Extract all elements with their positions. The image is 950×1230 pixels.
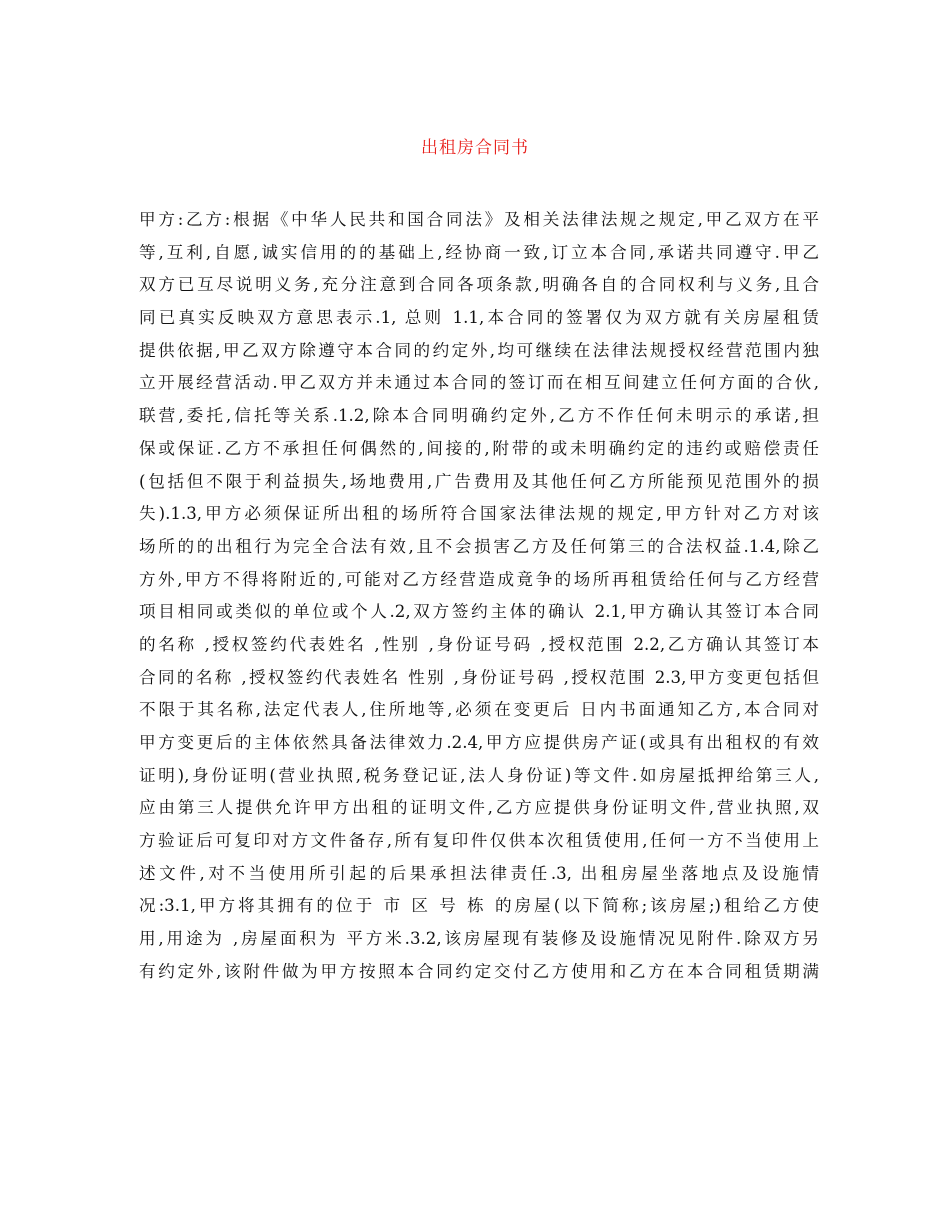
body-line: 甲方:乙方:根据《中华人民共和国合同法》及相关法律法规之规定,甲乙双方在平 [139,210,819,229]
body-line: 立开展经营活动.甲乙双方并未通过本合同的签订而在相互间建立任何方面的合伙, [139,373,819,393]
body-line: 场所的的出租行为完全合法有效,且不会损害乙方及任何第三的合法权益.1.4,除乙 [139,536,819,556]
document-body [139,204,819,989]
body-line: 保或保证.乙方不承担任何偶然的,间接的,附带的或未明确约定的违约或赔偿责任 [139,438,819,458]
body-line: 方验证后可复印对方文件备存,所有复印件仅供本次租赁使用,任何一方不当使用上 [139,831,819,851]
body-line: 项目相同或类似的单位或个人.2,双方签约主体的确认 2.1,甲方确认其签订本合同 [139,602,819,622]
body-line: 合同的名称 ,授权签约代表姓名 性别 ,身份证号码 ,授权范围 2.3,甲方变更包括但 [139,667,819,687]
body-line: 不限于其名称,法定代表人,住所地等,必须在变更后 日内书面通知乙方,本合同对 [139,700,819,720]
body-line: 方外,甲方不得将附近的,可能对乙方经营造成竟争的场所再租赁给任何与乙方经营 [139,569,819,589]
body-line: 甲方变更后的主体依然具备法律效力.2.4,甲方应提供房产证(或具有出租权的有效 [139,733,819,752]
body-line: 失).1.3,甲方必须保证所出租的场所符合国家法律法规的规定,甲方针对乙方对该 [139,504,819,524]
body-line: 况:3.1,甲方将其拥有的位于 市 区 号 栋 的房屋(以下简称;该房屋;)租给乙方使 [139,896,819,916]
body-line: 双方已互尽说明义务,充分注意到合同各项条款,明确各自的合同权利与义务,且合 [139,275,819,295]
body-line: 的名称 ,授权签约代表姓名 ,性别 ,身份证号码 ,授权范围 2.2,乙方确认其签订本 [139,634,819,654]
body-line: 有约定外,该附件做为甲方按照本合同约定交付乙方使用和乙方在本合同租赁期满 [139,961,819,981]
body-line: (包括但不限于利益损失,场地费用,广告费用及其他任何乙方所能预见范围外的损 [139,471,819,491]
body-line: 证明),身份证明(营业执照,税务登记证,法人身份证)等文件.如房屋抵押给第三人, [139,765,819,785]
document-title: 出租房合同书 [421,138,529,158]
body-line: 述文件,对不当使用所引起的后果承担法律责任.3, 出租房屋坐落地点及设施情 [139,863,819,883]
body-line: 联营,委托,信托等关系.1.2,除本合同明确约定外,乙方不作任何未明示的承诺,担 [139,406,819,426]
body-line: 用,用途为 ,房屋面积为 平方米.3.2,该房屋现有装修及设施情况见附件.除双方另 [139,929,819,949]
body-line: 应由第三人提供允许甲方出租的证明文件,乙方应提供身份证明文件,营业执照,双 [139,798,819,818]
body-line: 提供依据,甲乙双方除遵守本合同的约定外,均可继续在法律法规授权经营范围内独 [139,340,819,360]
body-line: 等,互利,自愿,诚实信用的的基础上,经协商一致,订立本合同,承诺共同遵守.甲乙 [139,242,819,262]
body-line: 同已真实反映双方意思表示.1, 总则 1.1,本合同的签署仅为双方就有关房屋租赁 [139,308,819,328]
